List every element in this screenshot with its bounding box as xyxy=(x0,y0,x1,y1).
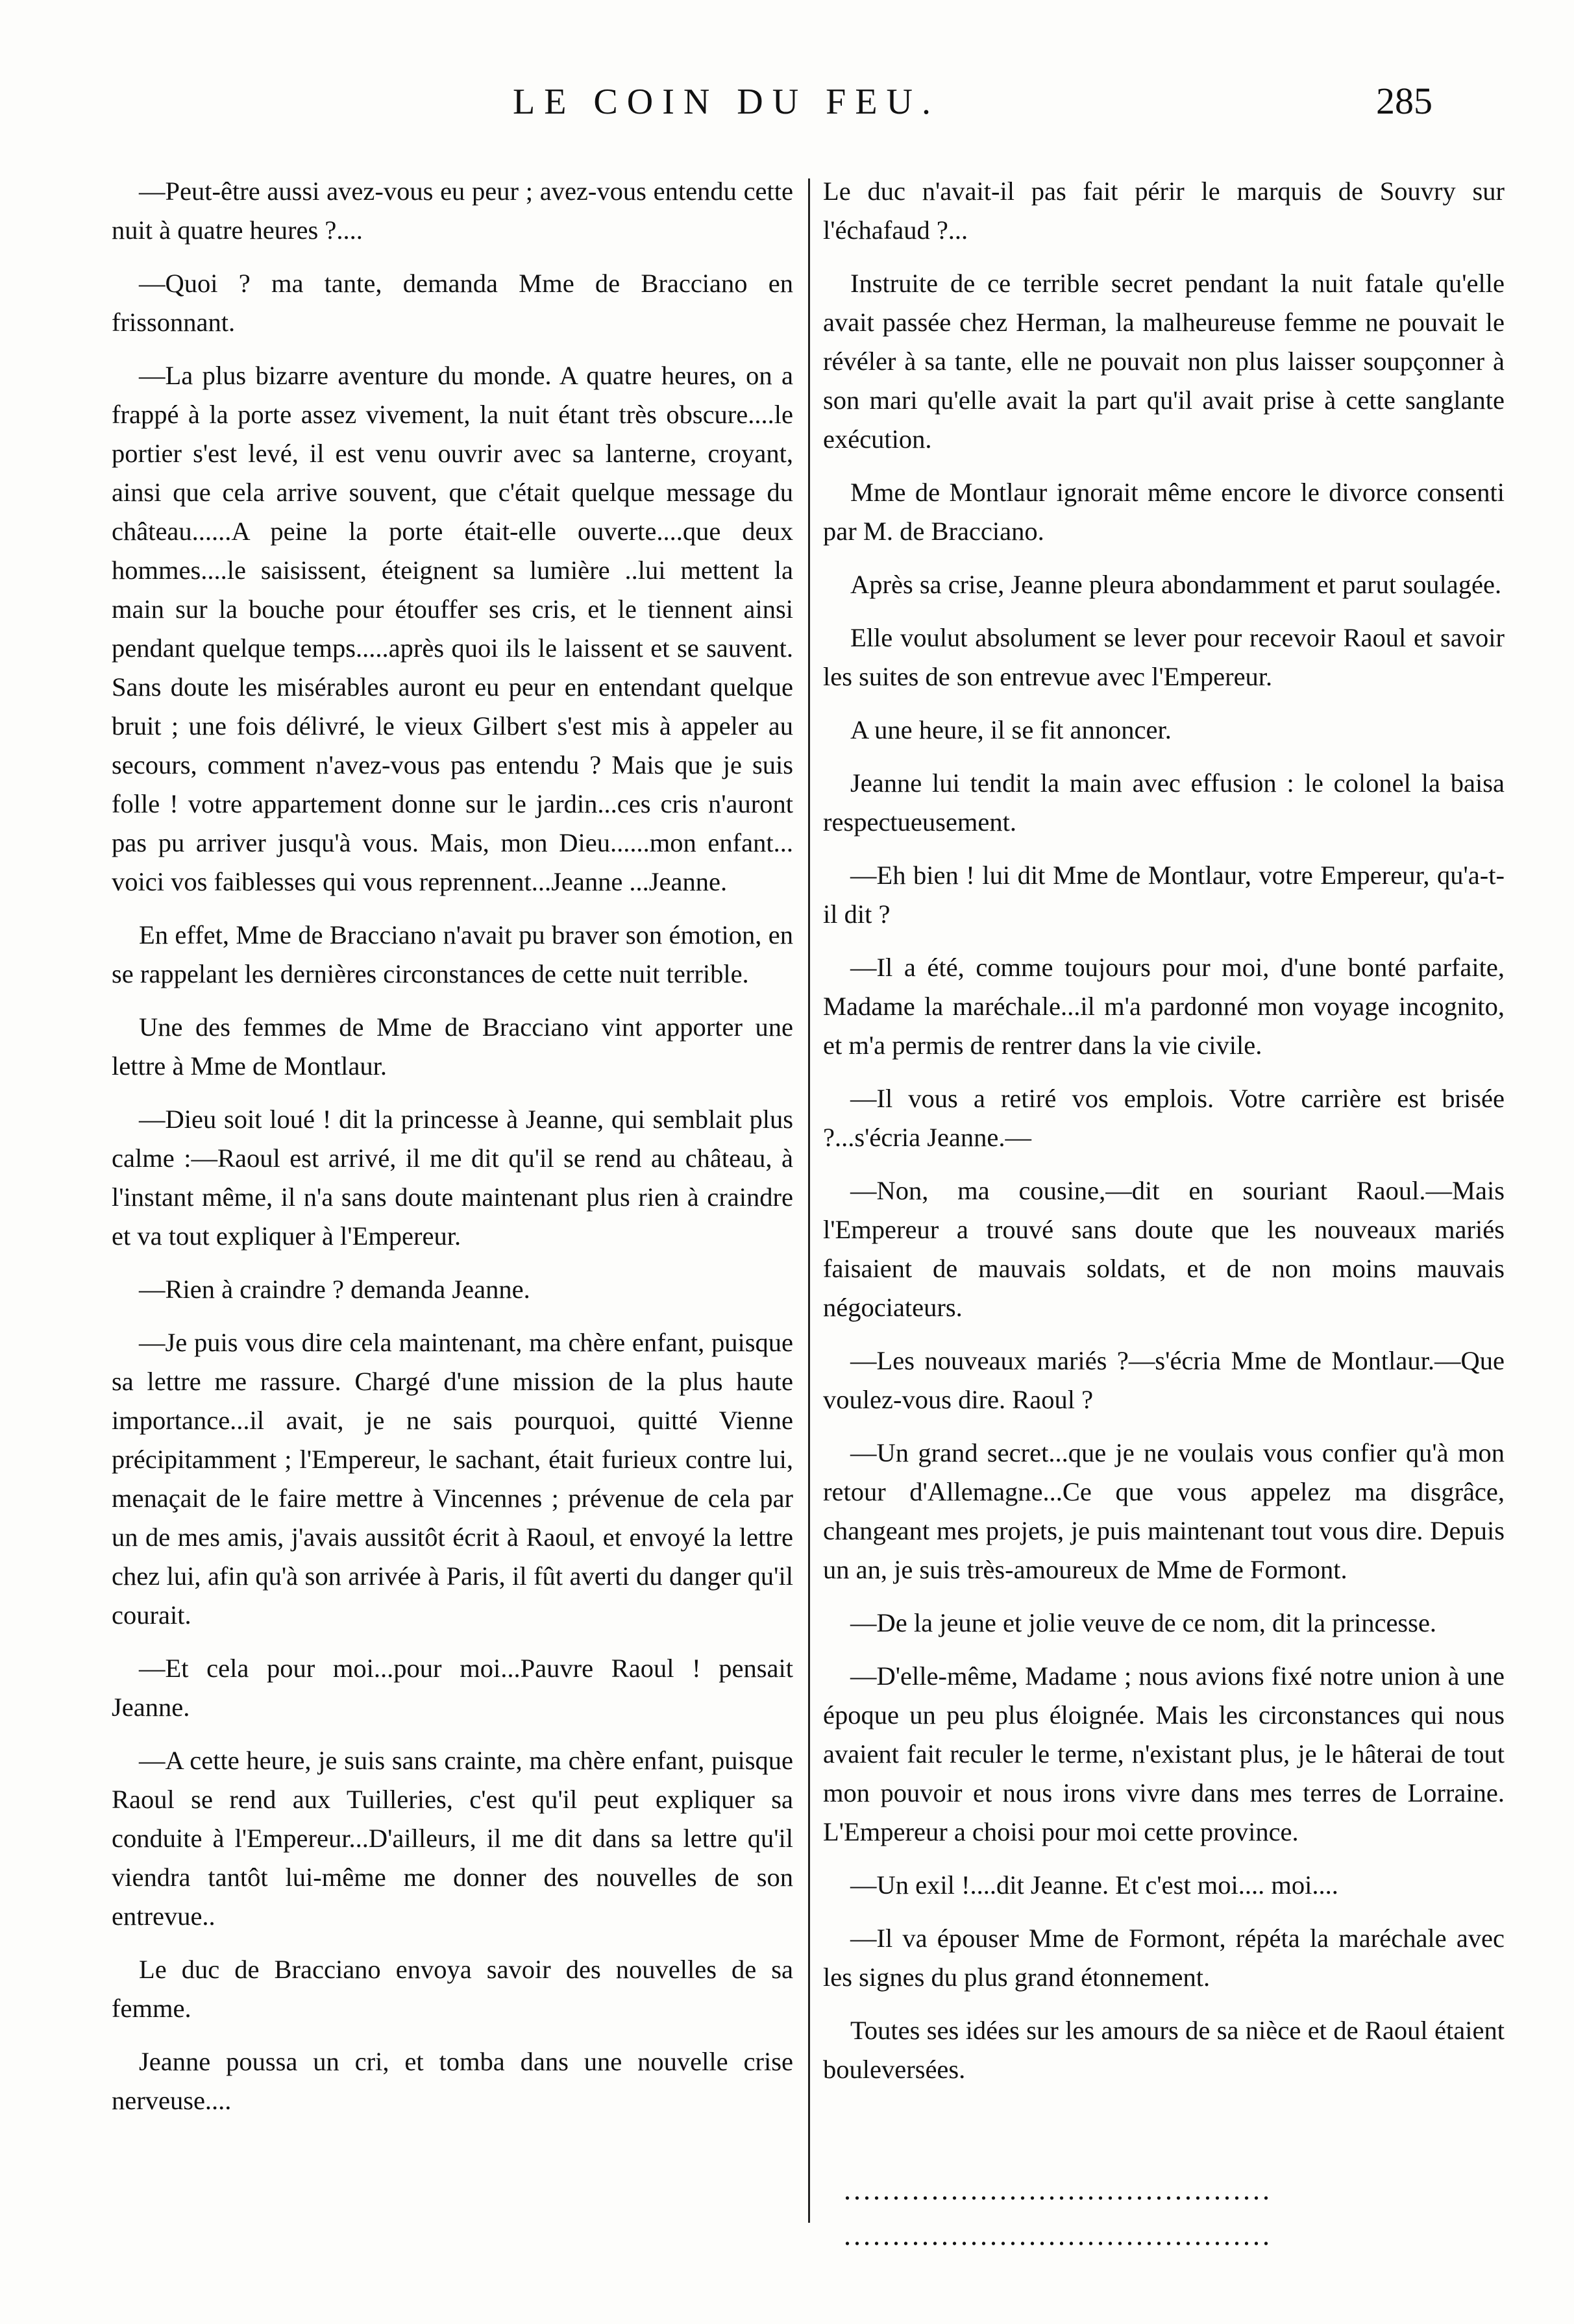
paragraph: —Un grand secret...que je ne voulais vous confier qu'à mon retour d'Allemagne...Ce que vous appelez ma disgrâce, changeant mes projets, je puis maintenant tout vous dire. Depuis un an, je suis très-amoureux de Mme de Formont. xyxy=(823,1438,1505,1584)
page-number: 285 xyxy=(1376,80,1433,122)
paragraph: —Et cela pour moi...pour moi...Pauvre Raoul ! pensait Jeanne. xyxy=(112,1654,793,1722)
paragraph: En effet, Mme de Bracciano n'avait pu braver son émotion, en se rappelant les dernières circonstances de cette nuit terrible. xyxy=(112,920,793,988)
dotted-separator: ............................................ xyxy=(844,2220,1272,2251)
paragraph: Mme de Montlaur ignorait même encore le divorce consenti par M. de Bracciano. xyxy=(823,478,1505,546)
paragraph: —Rien à craindre ? demanda Jeanne. xyxy=(139,1275,530,1304)
paragraph: —Un exil !....dit Jeanne. Et c'est moi.... moi.... xyxy=(850,1870,1338,1900)
paragraph: —A cette heure, je suis sans crainte, ma chère enfant, puisque Raoul se rend aux Tuilleries, c'est qu'il peut expliquer sa conduite à l'Empereur...D'ailleurs, il me dit dans sa lettre qu'il viendra tantôt lui-même me donner des nouvelles de son entrevue.. xyxy=(112,1746,793,1931)
paragraph-continuation: Le duc n'avait-il pas fait périr le marquis de Souvry sur l'échafaud ?... xyxy=(823,177,1505,245)
paragraph: —Il va épouser Mme de Formont, répéta la maréchale avec les signes du plus grand étonnement. xyxy=(823,1924,1505,1992)
paragraph: —Dieu soit loué ! dit la princesse à Jeanne, qui semblait plus calme :—Raoul est arrivé, il me dit qu'il se rend au château, à l'instant même, il n'a sans doute maintenant plus rien à craindre et va tout expliquer à l'Empereur. xyxy=(112,1105,793,1251)
paragraph: Instruite de ce terrible secret pendant la nuit fatale qu'elle avait passée chez Herman, la malheureuse femme ne pouvait le révéler à sa tante, elle ne pouvait non plus laisser soupçonner à son mari qu'elle avait la part qu'il avait prise à cette sanglante exécution. xyxy=(823,269,1505,454)
paragraph: —Peut-être aussi avez-vous eu peur ; avez-vous entendu cette nuit à quatre heures ?.... xyxy=(112,177,793,245)
paragraph: —Non, ma cousine,—dit en souriant Raoul.—Mais l'Empereur a trouvé sans doute que les nouveaux mariés faisaient de mauvais soldats, et de non moins mauvais négociateurs. xyxy=(823,1176,1505,1322)
column-divider xyxy=(808,178,810,2223)
paragraph: —Quoi ? ma tante, demanda Mme de Bracciano en frissonnant. xyxy=(112,269,793,337)
paragraph: Le duc de Bracciano envoya savoir des nouvelles de sa femme. xyxy=(112,1955,793,2023)
paragraph: Jeanne poussa un cri, et tomba dans une nouvelle crise nerveuse.... xyxy=(112,2047,793,2115)
paragraph: Une des femmes de Mme de Bracciano vint apporter une lettre à Mme de Montlaur. xyxy=(112,1012,793,1081)
paragraph: —Il vous a retiré vos emplois. Votre carrière est brisée ?...s'écria Jeanne.— xyxy=(823,1084,1505,1152)
paragraph: —Il a été, comme toujours pour moi, d'une bonté parfaite, Madame la maréchale...il m'a pardonné mon voyage incognito, et m'a permis de rentrer dans la vie civile. xyxy=(823,953,1505,1060)
paragraph: Elle voulut absolument se lever pour recevoir Raoul et savoir les suites de son entrevue avec l'Empereur. xyxy=(823,623,1505,691)
running-head: LE COIN DU FEU. xyxy=(513,82,940,122)
right-column xyxy=(823,172,1505,2103)
paragraph: —Je puis vous dire cela maintenant, ma chère enfant, puisque sa lettre me rassure. Chargé d'une mission de la plus haute importance...il avait, je ne sais pourquoi, quitté Vienne précipitamment ; l'Empereur, le sachant, était furieux contre lui, menaçait de le faire mettre à Vincennes ; prévenue de cela par un de mes amis, j'avais aussitôt écrit à Raoul, et envoyé la lettre chez lui, afin qu'à son arrivée à Paris, il fût averti du danger qu'il courait. xyxy=(112,1328,793,1630)
paragraph: Jeanne lui tendit la main avec effusion : le colonel la baisa respectueusement. xyxy=(823,768,1505,837)
paragraph: Après sa crise, Jeanne pleura abondamment et parut soulagée. xyxy=(850,570,1502,599)
paragraph: —La plus bizarre aventure du monde. A quatre heures, on a frappé à la porte assez vivement, la nuit étant très obscure....le portier s'est levé, il est venu ouvrir avec sa lanterne, croyant, ainsi que cela arrive souvent, que c'était quelque message du château......A peine la porte était-elle ouverte....que deux hommes....le saisissent, éteignent sa lumière ..lui mettent la main sur la bouche pour étouffer ses cris, et le tiennent ainsi pendant quelque temps.....après quoi ils le laissent et se sauvent. Sans doute les misérables auront eu peur en entendant quelque bruit ; une fois délivré, le vieux Gilbert s'est mis à appeler au secours, comment n'avez-vous pas entendu ? Mais que je suis folle ! votre appartement donne sur le jardin...ces cris n'auront pas pu arriver jusqu'à vous. Mais, mon Dieu......mon enfant... voici vos faiblesses qui vous reprennent...Jeanne ...Jeanne. xyxy=(112,361,793,896)
paragraph: —De la jeune et jolie veuve de ce nom, dit la princesse. xyxy=(850,1608,1437,1637)
left-column xyxy=(112,172,793,2134)
dotted-separator: ............................................ xyxy=(844,2174,1272,2206)
paragraph: Toutes ses idées sur les amours de sa nièce et de Raoul étaient bouleversées. xyxy=(823,2016,1505,2084)
paragraph: —Eh bien ! lui dit Mme de Montlaur, votre Empereur, qu'a-t-il dit ? xyxy=(823,861,1505,929)
paragraph: —Les nouveaux mariés ?—s'écria Mme de Montlaur.—Que voulez-vous dire. Raoul ? xyxy=(823,1346,1505,1414)
paragraph: —D'elle-même, Madame ; nous avions fixé notre union à une époque un peu plus éloignée. Mais les circonstances qui nous avaient fait reculer le terme, n'existant plus, je le hâterai de tout mon pouvoir et nous irons vivre dans mes terres de Lorraine. L'Empereur a choisi pour moi cette province. xyxy=(823,1661,1505,1846)
paragraph: A une heure, il se fit annoncer. xyxy=(850,715,1172,744)
